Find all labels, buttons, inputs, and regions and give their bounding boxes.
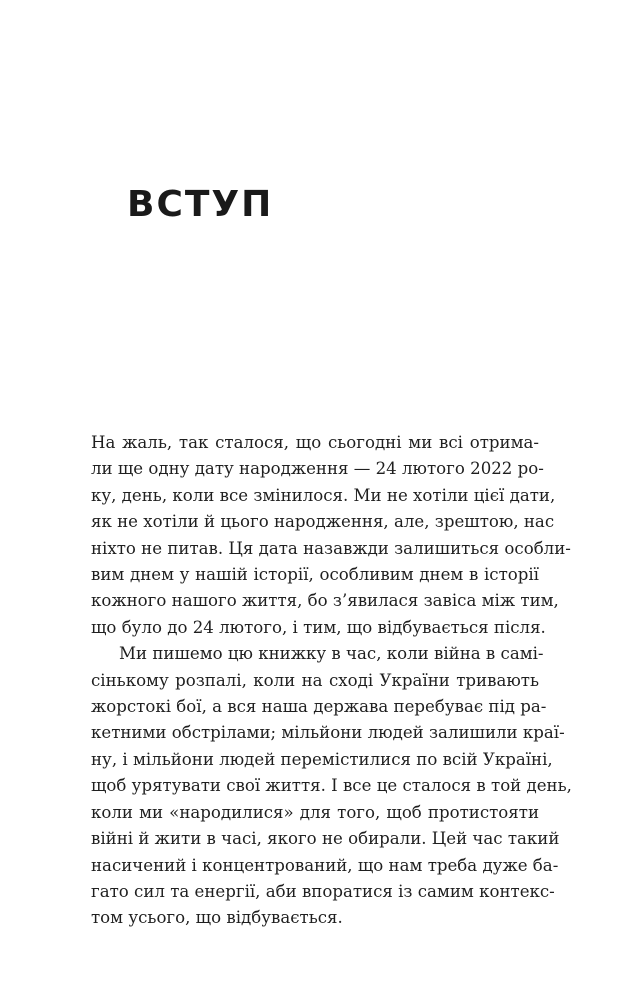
text-line: ну, і мільйони людей перемістилися по всій Україні, bbox=[91, 749, 553, 769]
text-line: сінькому розпалі, коли на сході України тривають bbox=[91, 670, 539, 690]
text-line: щоб урятувати свої життя. І все це сталося в той день, bbox=[91, 776, 572, 796]
text-line: Ми пишемо цю книжку в час, коли війна в самі- bbox=[119, 644, 544, 664]
text-line: ку, день, коли все змінилося. Ми не хотіли цієї дати, bbox=[91, 485, 556, 505]
paragraph bbox=[91, 641, 572, 931]
text-line: кожного нашого життя, бо з’явилася завіса між тим, bbox=[91, 591, 559, 611]
text-line: насичений і концентрований, що нам треба дуже ба- bbox=[91, 855, 559, 875]
text-line: ніхто не питав. Ця дата назавжди залишиться особли- bbox=[91, 538, 571, 558]
text-line: ли ще одну дату народження — 24 лютого 2022 ро- bbox=[91, 459, 544, 479]
text-line: жорстокі бої, а вся наша держава перебуває під ра- bbox=[91, 697, 547, 717]
body-text bbox=[91, 430, 572, 932]
paragraph bbox=[91, 430, 571, 641]
text-line: війні й жити в часі, якого не обирали. Цей час такий bbox=[91, 829, 560, 849]
chapter-title: ВСТУП bbox=[127, 184, 274, 225]
text-line: вим днем у нашій історії, особливим днем в історії bbox=[91, 565, 539, 585]
text-line: гато сил та енергії, аби впоратися із самим контекс- bbox=[91, 881, 555, 901]
text-line: том усього, що відбувається. bbox=[91, 908, 343, 928]
text-line: коли ми «народилися» для того, щоб протистояти bbox=[91, 802, 539, 822]
text-line: кетними обстрілами; мільйони людей залишили краї- bbox=[91, 723, 565, 743]
text-line: На жаль, так сталося, що сьогодні ми всі отрима- bbox=[91, 433, 539, 452]
text-line: як не хотіли й цього народження, але, зрештою, нас bbox=[91, 512, 555, 532]
text-line: що було до 24 лютого, і тим, що відбувається після. bbox=[91, 617, 546, 637]
